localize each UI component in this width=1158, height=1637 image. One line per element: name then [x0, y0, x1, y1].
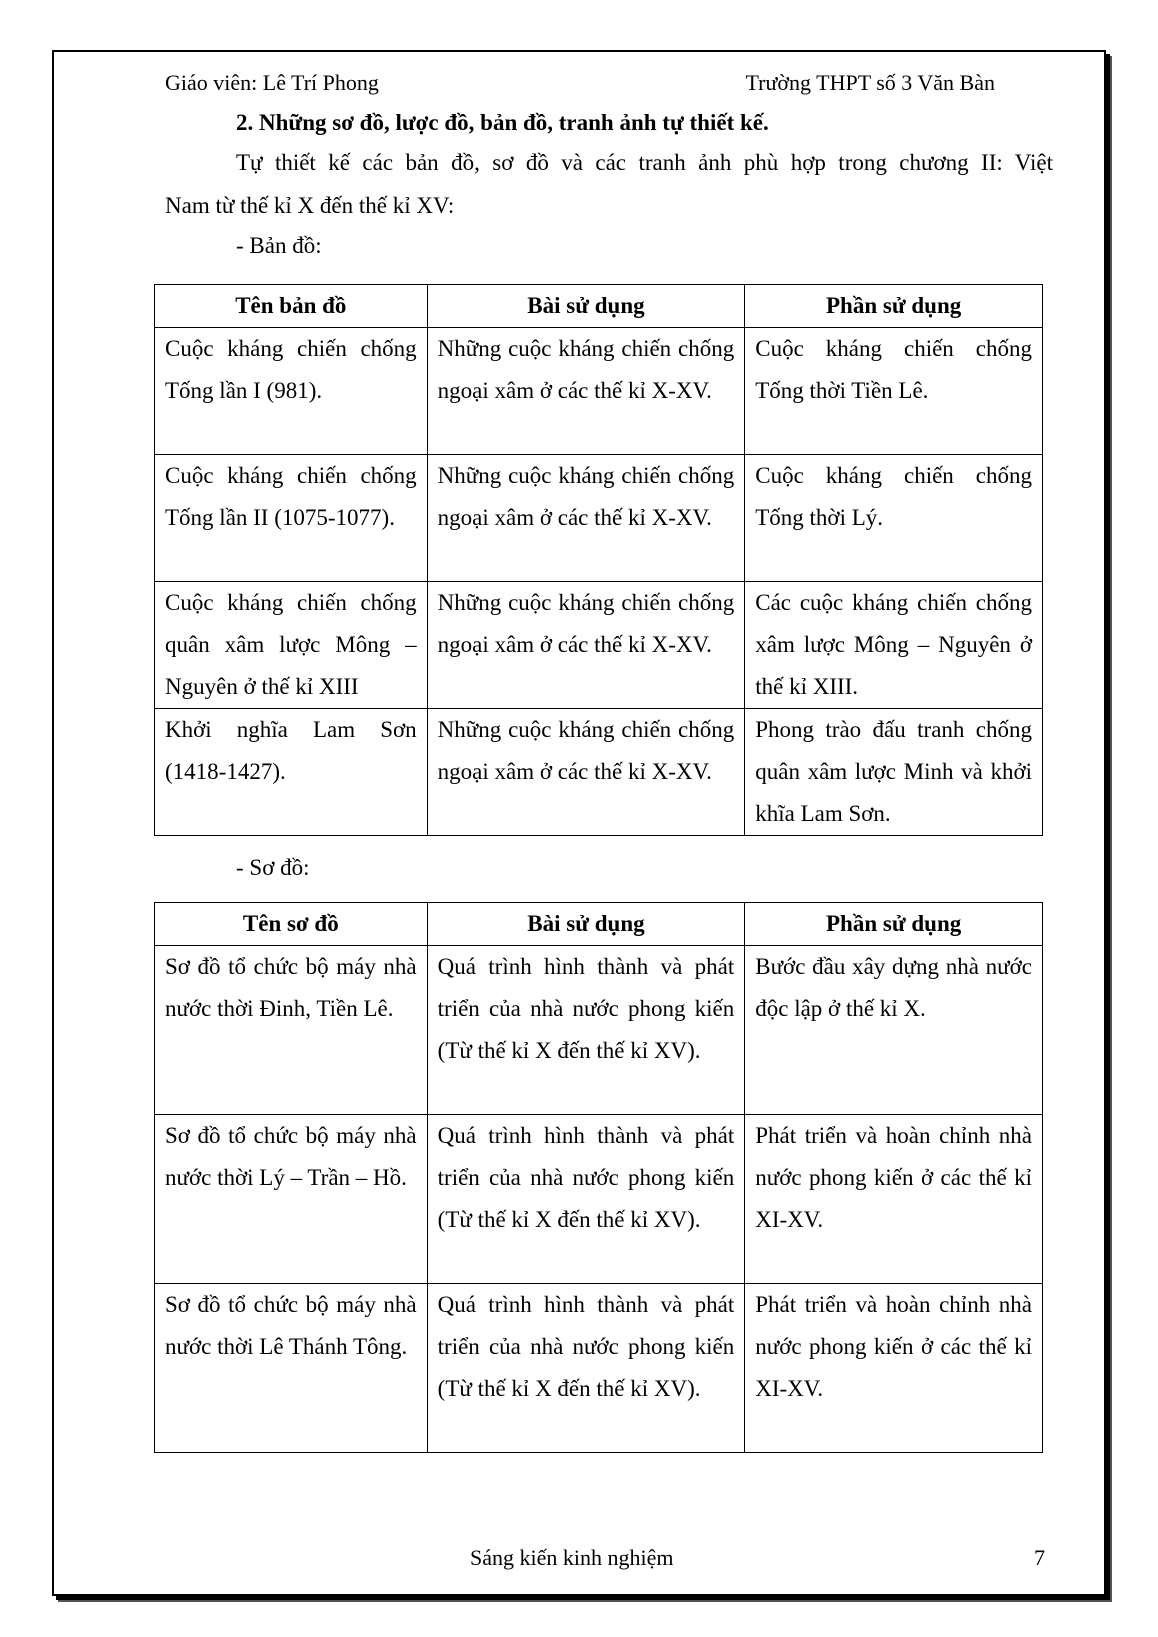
table-cell: Cuộc kháng chiến chống Tống thời Tiền Lê.: [745, 328, 1043, 455]
table-cell: Quá trình hình thành và phát triển của nhà nước phong kiến (Từ thế kỉ X đến thế kỉ XV).: [427, 1115, 745, 1284]
column-header: Phần sử dụng: [745, 903, 1043, 946]
maps-label: - Bản đồ:: [236, 233, 322, 258]
intro-line-2: Nam từ thế kỉ X đến thế kỉ XV:: [165, 193, 455, 218]
table-cell: Sơ đồ tổ chức bộ máy nhà nước thời Lý – Trần – Hồ.: [155, 1115, 428, 1284]
table-row: [155, 1284, 1043, 1453]
table-cell: Các cuộc kháng chiến chống xâm lược Mông – Nguyên ở thế kỉ XIII.: [745, 582, 1043, 709]
table-cell: Những cuộc kháng chiến chống ngoại xâm ở các thế kỉ X-XV.: [427, 455, 745, 582]
table-cell: Những cuộc kháng chiến chống ngoại xâm ở các thế kỉ X-XV.: [427, 582, 745, 709]
page-number: 7: [1034, 1545, 1045, 1570]
table-row: [155, 1115, 1043, 1284]
table-row: [155, 946, 1043, 1115]
table-row: [155, 709, 1043, 836]
table-cell: Cuộc kháng chiến chống quân xâm lược Mông – Nguyên ở thế kỉ XIII: [155, 582, 428, 709]
table-cell: Khởi nghĩa Lam Sơn (1418-1427).: [155, 709, 428, 836]
column-header: Tên sơ đồ: [155, 903, 428, 946]
column-header: Phần sử dụng: [745, 285, 1043, 328]
table-cell: Sơ đồ tổ chức bộ máy nhà nước thời Lê Thánh Tông.: [155, 1284, 428, 1453]
table-cell: Quá trình hình thành và phát triển của nhà nước phong kiến (Từ thế kỉ X đến thế kỉ XV).: [427, 946, 745, 1115]
column-header: Bài sử dụng: [427, 285, 745, 328]
header-teacher: Giáo viên: Lê Trí Phong: [165, 70, 379, 95]
section-heading: 2. Những sơ đồ, lược đồ, bản đồ, tranh ảnh tự thiết kế.: [236, 110, 769, 135]
table-cell: Sơ đồ tổ chức bộ máy nhà nước thời Đinh, Tiền Lê.: [155, 946, 428, 1115]
table-row: [155, 582, 1043, 709]
table-cell: Cuộc kháng chiến chống Tống lần II (1075-1077).: [155, 455, 428, 582]
table-header-row: [155, 903, 1043, 946]
table-cell: Phát triển và hoàn chỉnh nhà nước phong kiến ở các thế kỉ XI-XV.: [745, 1284, 1043, 1453]
footer-title: Sáng kiến kinh nghiệm: [470, 1545, 674, 1570]
table-cell: Bước đầu xây dựng nhà nước độc lập ở thế kỉ X.: [745, 946, 1043, 1115]
table-cell: Những cuộc kháng chiến chống ngoại xâm ở các thế kỉ X-XV.: [427, 709, 745, 836]
header-school: Trường THPT số 3 Văn Bàn: [745, 70, 995, 95]
diagrams-table: [154, 902, 1043, 1453]
table-cell: Cuộc kháng chiến chống Tống lần I (981).: [155, 328, 428, 455]
table-cell: Phong trào đấu tranh chống quân xâm lược Minh và khởi khĩa Lam Sơn.: [745, 709, 1043, 836]
table-cell: Phát triển và hoàn chỉnh nhà nước phong kiến ở các thế kỉ XI-XV.: [745, 1115, 1043, 1284]
column-header: Bài sử dụng: [427, 903, 745, 946]
table-row: [155, 328, 1043, 455]
table-cell: Cuộc kháng chiến chống Tống thời Lý.: [745, 455, 1043, 582]
table-cell: Những cuộc kháng chiến chống ngoại xâm ở các thế kỉ X-XV.: [427, 328, 745, 455]
table-header-row: [155, 285, 1043, 328]
intro-line-1: Tự thiết kế các bản đồ, sơ đồ và các tranh ảnh phù hợp trong chương II: Việt: [236, 150, 1053, 175]
table-row: [155, 455, 1043, 582]
column-header: Tên bản đồ: [155, 285, 428, 328]
maps-table: [154, 284, 1043, 836]
diagrams-label: - Sơ đồ:: [236, 855, 310, 880]
table-cell: Quá trình hình thành và phát triển của nhà nước phong kiến (Từ thế kỉ X đến thế kỉ XV).: [427, 1284, 745, 1453]
